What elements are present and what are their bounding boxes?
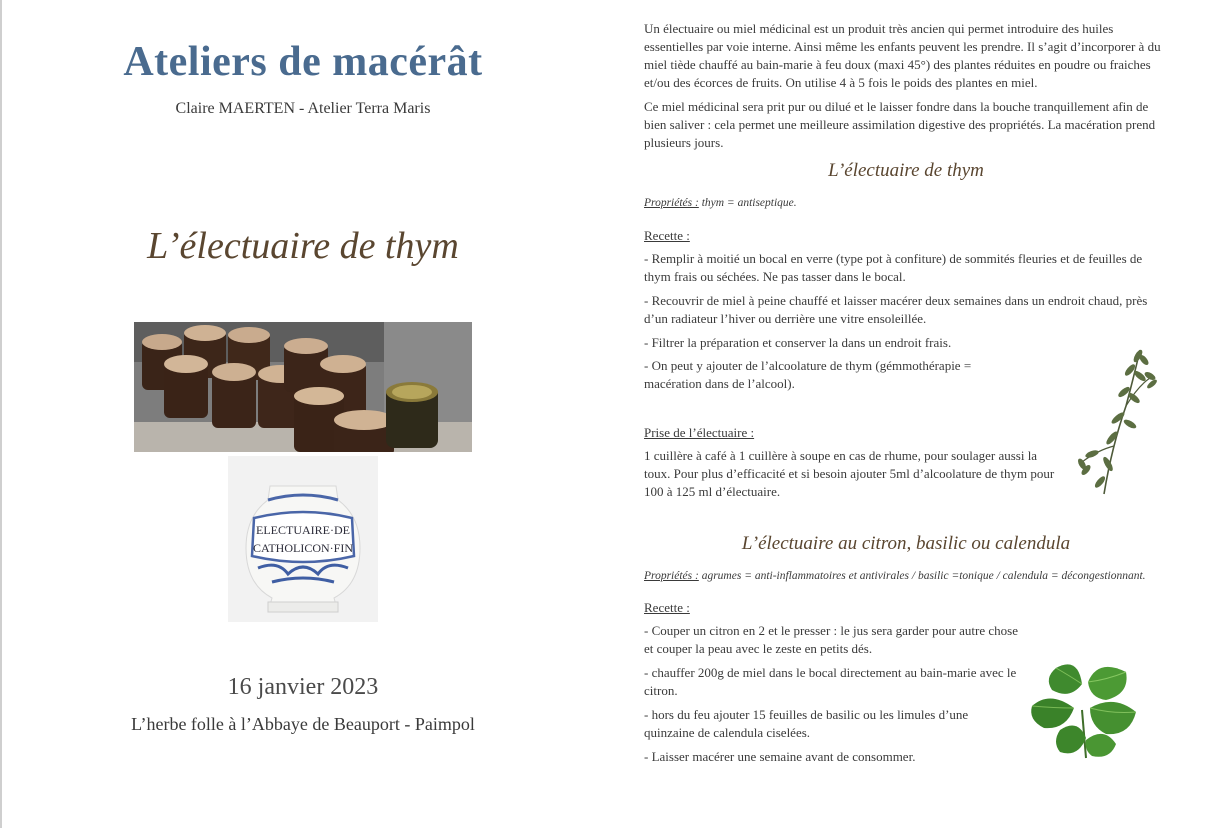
citron-section-title: L’électuaire au citron, basilic ou calendula: [741, 533, 1071, 554]
subtitle: L’électuaire de thym: [147, 225, 459, 267]
event-date: 16 janvier 2023: [227, 674, 379, 700]
citron-step-4: - Laisser macérer une semaine avant de consommer.: [644, 749, 916, 764]
thym-properties: [644, 194, 1168, 212]
author-line: Claire MAERTEN - Atelier Terra Maris: [175, 100, 431, 117]
citron-properties: [644, 567, 1168, 585]
event-place: L’herbe folle à l’Abbaye de Beauport - Paimpol: [131, 714, 475, 734]
thym-step-2: - Recouvrir de miel à peine chauffé et laisser macérer deux semaines dans un endroit chaud, près d’un radiateur l’hiver ou derrière une vitre ensoleillée.: [644, 293, 1148, 326]
citron-properties-label: Propriétés :: [644, 570, 699, 582]
thym-intake-text: 1 cuillère à café à 1 cuillère à soupe en cas de rhume, pour soulager aussi la toux. Pour plus d’efficacité et si besoin ajouter 5ml d’alcoolature de thym pour 100 à 125 ml d’électuaire.: [644, 448, 1055, 499]
pot-label-line2: CATHOLICON·FIN: [253, 541, 353, 555]
citron-step-2: - chauffer 200g de miel dans le bocal directement au bain-marie avec le citron.: [644, 665, 1017, 698]
pot-label-line1: ELECTUAIRE·DE: [256, 523, 350, 537]
citron-step-1: - Couper un citron en 2 et le presser : le jus sera garder pour autre chose et couper la peau avec le zeste en petits dés.: [644, 623, 1018, 656]
thym-properties-label: Propriétés :: [644, 197, 699, 209]
intro-paragraph-2: Ce miel médicinal sera prit pur ou dilué et le laisser fondre dans la bouche tranquillement afin de bien saliver : cela permet une meilleure assimilation digestive des propriétés. La macération prend plusieurs jours.: [644, 99, 1156, 150]
thym-properties-text: thym = antiseptique.: [698, 197, 797, 209]
basil-illustration: [1026, 654, 1140, 762]
thym-step-4: - On peut y ajouter de l’alcoolature de thym (gémmothérapie = macération dans de l’alcool).: [644, 358, 972, 391]
citron-recipe-label: Recette :: [644, 600, 690, 615]
honey-jars-photo: [134, 322, 472, 452]
thym-intake-label: Prise de l’électuaire :: [644, 425, 755, 440]
thym-step-1: - Remplir à moitié un bocal en verre (type pot à confiture) de sommités fleuries et de feuilles de thym frais ou séchées. Ne pas tasser dans le bocal.: [644, 251, 1143, 284]
intro-paragraph-1: Un électuaire ou miel médicinal est un produit très ancien qui permet introduire des huiles essentielles par voie interne. Ainsi même les enfants peuvent les prendre. Il s’agit d’incorporer à du miel tiède chauffé au bain-marie à feu doux (maxi 45°) des plantes réduites en poudre ou fraiches et/ou des écorces de fruits. On utilise 4 à 5 fois le poids des plantes en miel.: [644, 21, 1161, 90]
thyme-sprig-illustration: [1068, 346, 1158, 498]
apothecary-pot-photo: [228, 456, 378, 622]
citron-step-3: - hors du feu ajouter 15 feuilles de basilic ou les limules d’une quinzaine de calendula ciselées.: [644, 707, 969, 740]
main-title: Ateliers de macérât: [123, 39, 483, 85]
page-edge: [0, 0, 2, 828]
thym-section-title: L’électuaire de thym: [828, 160, 984, 181]
thym-recipe-label: Recette :: [644, 228, 690, 243]
citron-properties-text: agrumes = anti-inflammatoires et antivirales / basilic =tonique / calendula = décongestionnant.: [698, 570, 1146, 582]
thym-step-3: - Filtrer la préparation et conserver la dans un endroit frais.: [644, 335, 952, 350]
